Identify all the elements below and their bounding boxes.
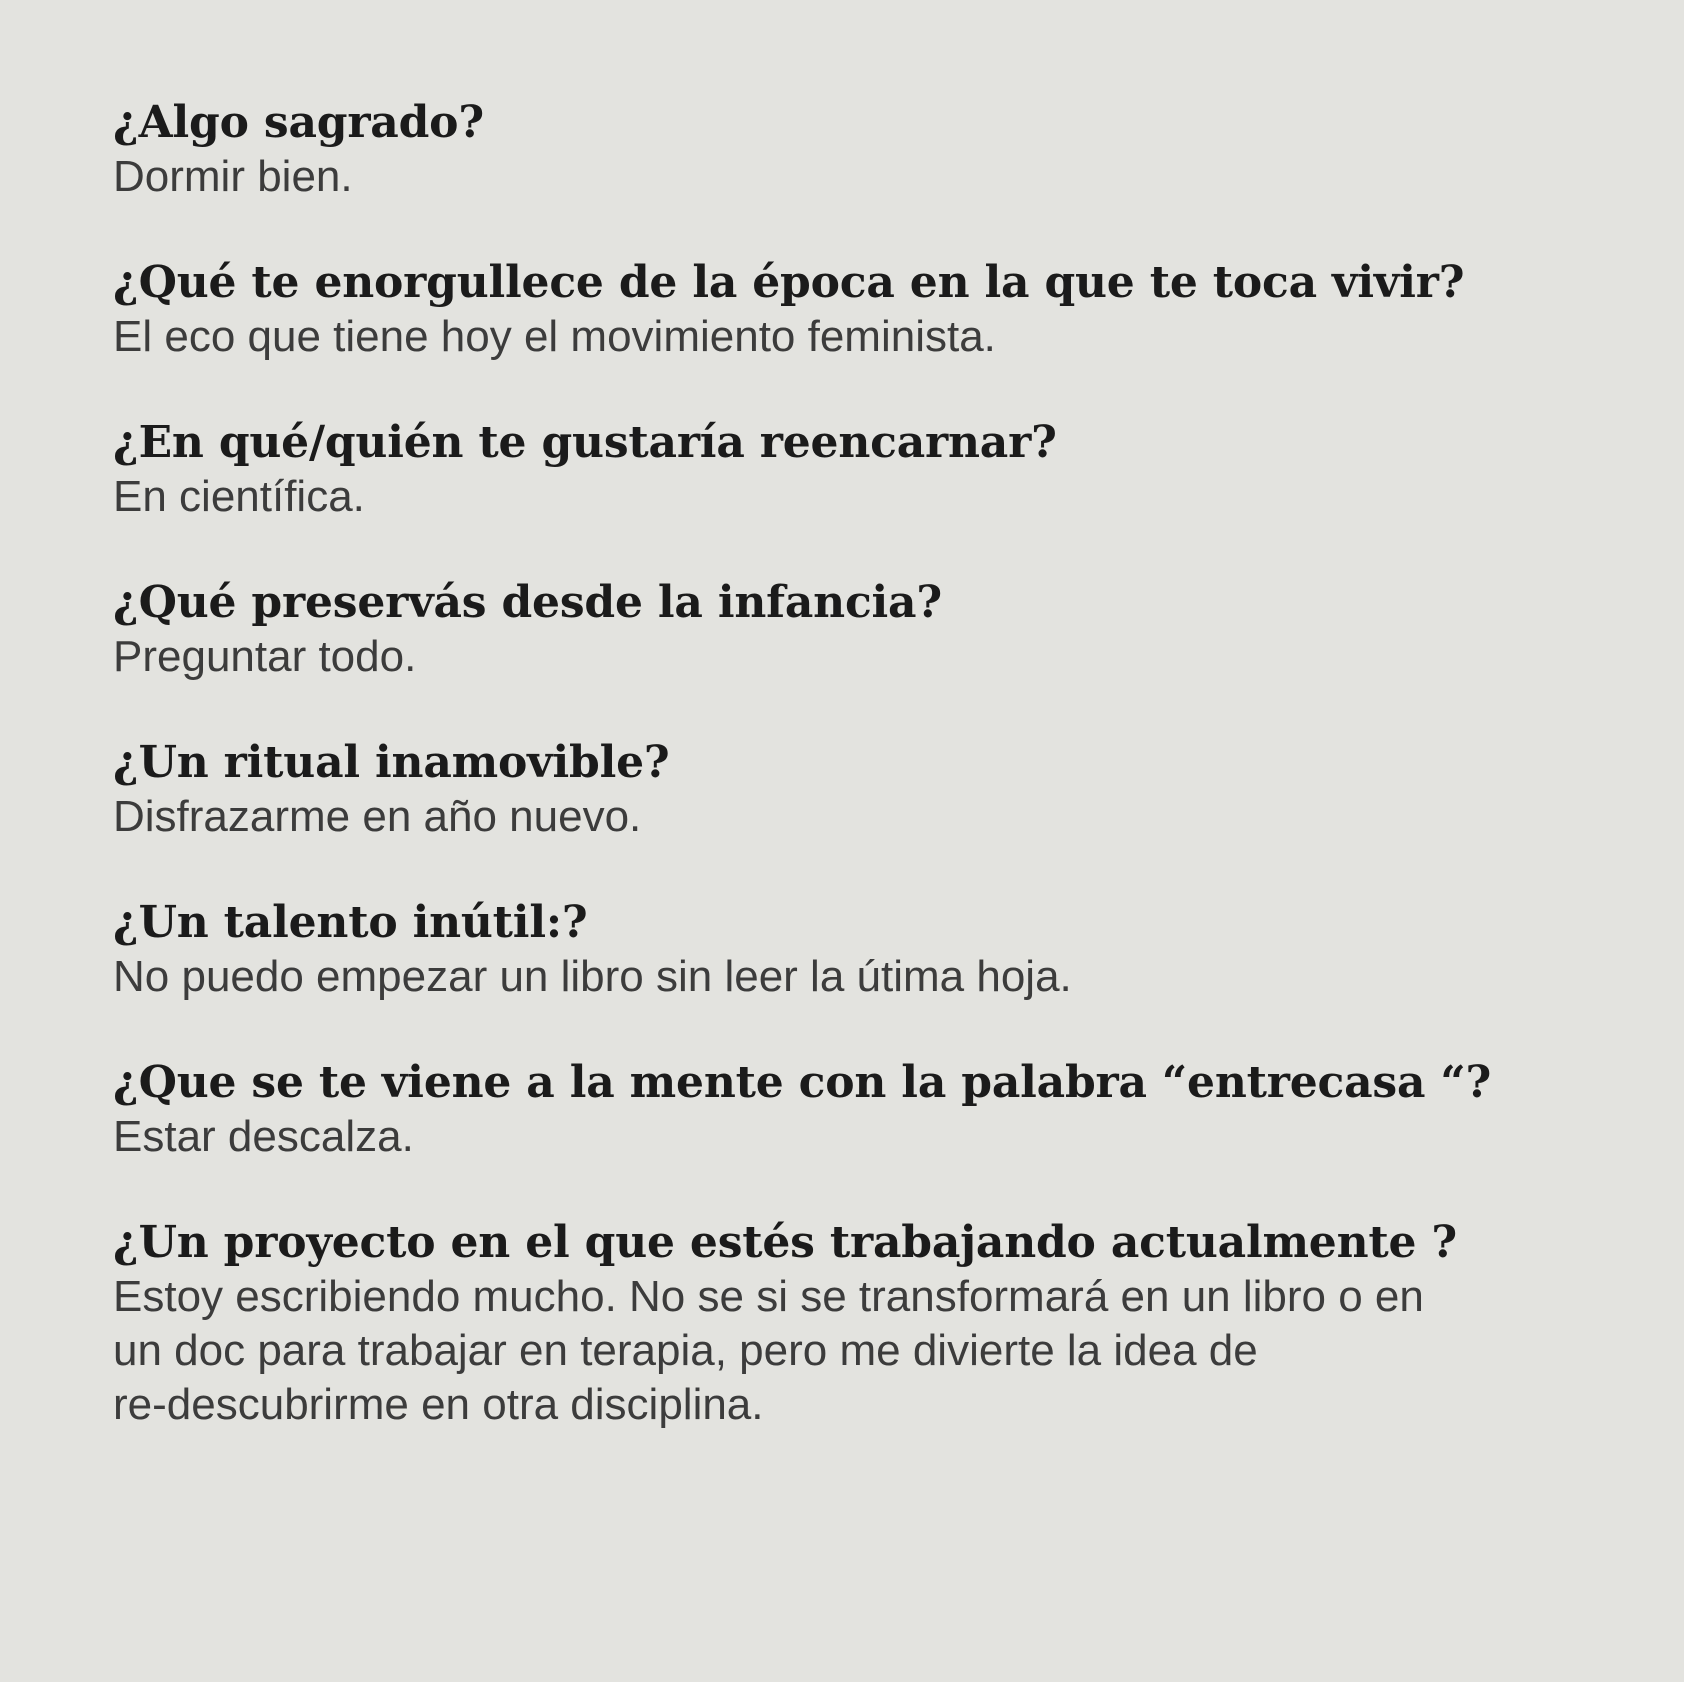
question: ¿Un talento inútil:? — [113, 897, 588, 948]
qa-item-sacred — [113, 96, 1593, 204]
answer-line: El eco que tiene hoy el movimiento feminista. — [113, 312, 996, 361]
answer — [113, 790, 1593, 844]
question: ¿En qué/quién te gustaría reencarnar? — [113, 417, 1057, 468]
qa-list — [113, 96, 1593, 1484]
answer-line: Estoy escribiendo mucho. No se si se transformará en un libro o en — [113, 1272, 1424, 1321]
answer-line: Estar descalza. — [113, 1112, 414, 1161]
answer — [113, 150, 1593, 204]
question: ¿Un proyecto en el que estés trabajando actualmente ? — [113, 1217, 1458, 1268]
answer — [113, 950, 1593, 1004]
answer — [113, 470, 1593, 524]
question: ¿Que se te viene a la mente con la palabra “entrecasa “? — [113, 1057, 1492, 1108]
qa-item-entrecasa — [113, 1056, 1593, 1164]
answer — [113, 310, 1593, 364]
answer — [113, 630, 1593, 684]
answer-line: re-descubrirme en otra disciplina. — [113, 1380, 764, 1429]
question: ¿Qué preservás desde la infancia? — [113, 577, 942, 628]
qa-item-proud-era — [113, 256, 1593, 364]
answer — [113, 1110, 1593, 1164]
answer-line: Disfrazarme en año nuevo. — [113, 792, 642, 841]
question: ¿Qué te enorgullece de la época en la que te toca vivir? — [113, 257, 1465, 308]
answer-line: un doc para trabajar en terapia, pero me divierte la idea de — [113, 1326, 1258, 1375]
answer-line: No puedo empezar un libro sin leer la útima hoja. — [113, 952, 1072, 1001]
qa-item-project — [113, 1216, 1593, 1432]
answer-line: Preguntar todo. — [113, 632, 417, 681]
question: ¿Algo sagrado? — [113, 97, 484, 148]
answer-line: Dormir bien. — [113, 152, 353, 201]
qa-item-ritual — [113, 736, 1593, 844]
qa-item-childhood — [113, 576, 1593, 684]
qa-item-talent — [113, 896, 1593, 1004]
answer — [113, 1270, 1593, 1432]
qa-item-reincarnate — [113, 416, 1593, 524]
answer-line: En científica. — [113, 472, 365, 521]
question: ¿Un ritual inamovible? — [113, 737, 670, 788]
